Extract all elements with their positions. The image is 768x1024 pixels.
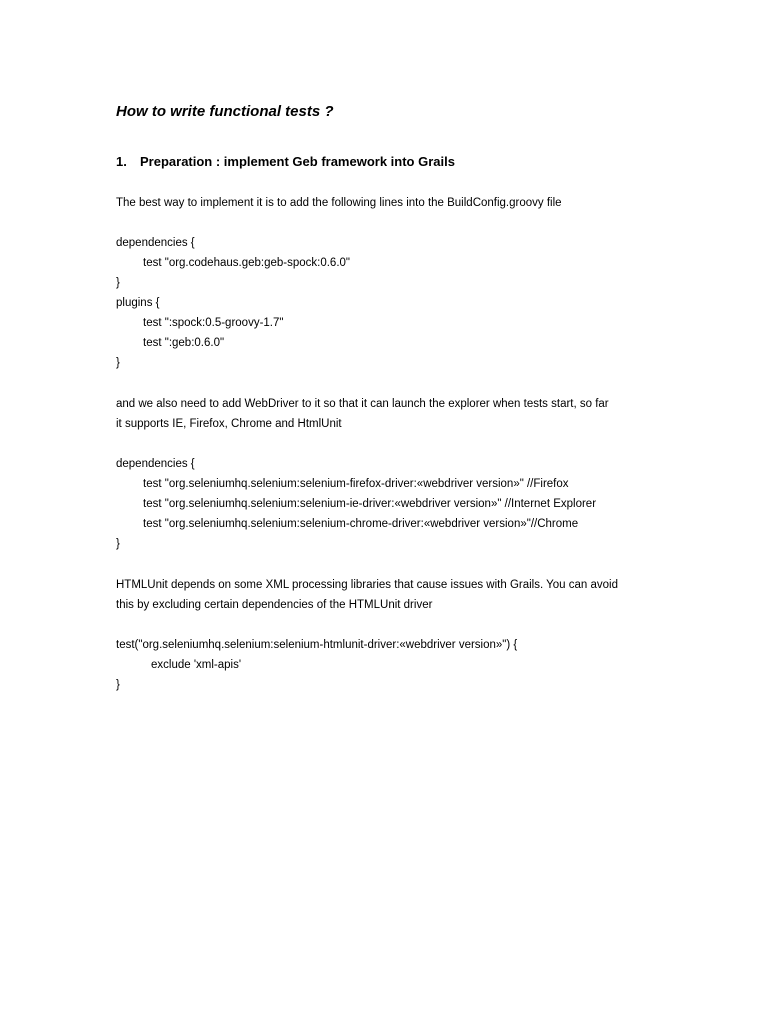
code-line: }: [116, 277, 120, 289]
code-line: test "org.codehaus.geb:geb-spock:0.6.0": [143, 257, 350, 269]
code-line: test ":geb:0.6.0": [143, 337, 225, 349]
code-line: }: [116, 357, 120, 369]
code-line: test("org.seleniumhq.selenium:selenium-htmlunit-driver:«webdriver version»") {: [116, 639, 518, 651]
webdriver-paragraph-line: it supports IE, Firefox, Chrome and HtmlUnit: [116, 418, 342, 430]
htmlunit-paragraph-line: HTMLUnit depends on some XML processing libraries that cause issues with Grails. You can avoid: [116, 579, 618, 591]
code-line: test "org.seleniumhq.selenium:selenium-firefox-driver:«webdriver version»" //Firefox: [143, 478, 569, 490]
section-number: 1.: [116, 154, 127, 169]
code-line: test "org.seleniumhq.selenium:selenium-chrome-driver:«webdriver version»"//Chrome: [143, 518, 579, 530]
htmlunit-paragraph-line: this by excluding certain dependencies of the HTMLUnit driver: [116, 599, 433, 611]
code-line: dependencies {: [116, 237, 195, 249]
code-line: test "org.seleniumhq.selenium:selenium-ie-driver:«webdriver version»" //Internet Explorer: [143, 498, 597, 510]
section-heading: [116, 154, 455, 169]
code-line: exclude 'xml-apis': [151, 659, 242, 671]
intro-paragraph: The best way to implement it is to add the following lines into the BuildConfig.groovy file: [116, 197, 562, 209]
code-line: test ":spock:0.5-groovy-1.7": [143, 317, 284, 329]
code-line: dependencies {: [116, 458, 195, 470]
code-line: }: [116, 679, 120, 691]
webdriver-paragraph-line: and we also need to add WebDriver to it so that it can launch the explorer when tests start, so far: [116, 398, 609, 410]
code-line: }: [116, 538, 120, 550]
section-heading-text: Preparation : implement Geb framework into Grails: [140, 154, 455, 169]
document-title: How to write functional tests ?: [116, 103, 334, 120]
code-line: plugins {: [116, 297, 160, 309]
